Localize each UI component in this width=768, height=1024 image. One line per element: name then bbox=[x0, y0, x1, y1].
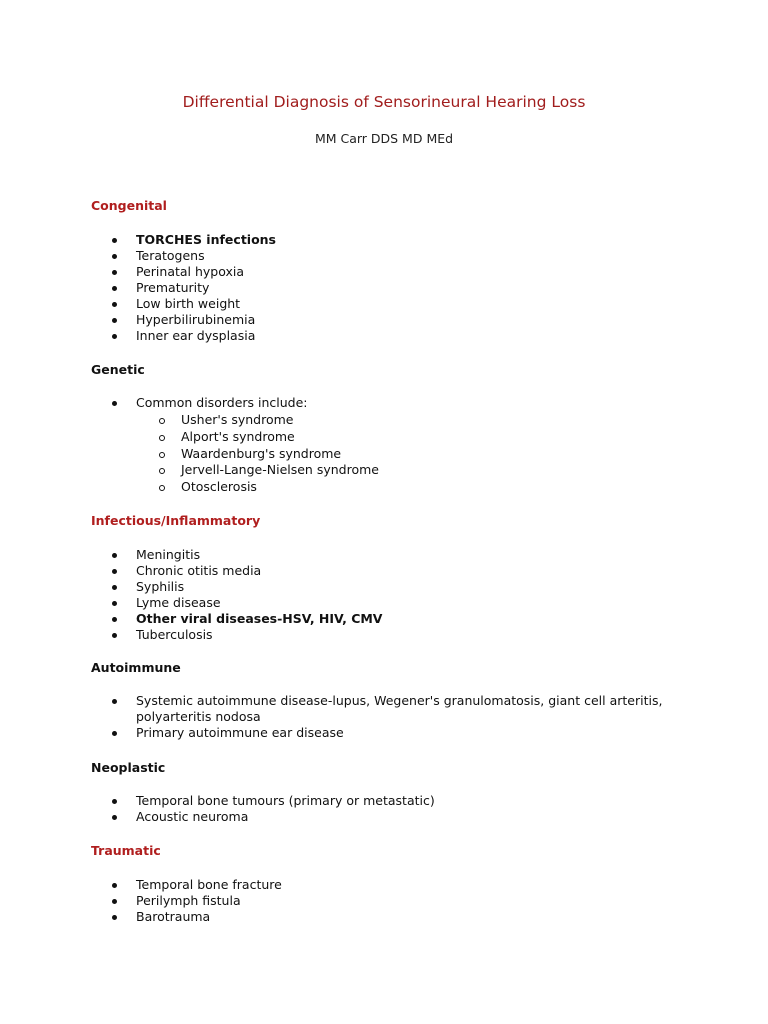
sub-list-item: Waardenburg's syndrome bbox=[136, 446, 696, 463]
section-heading-traumatic: Traumatic bbox=[91, 843, 161, 858]
list-item: Prematurity bbox=[136, 280, 696, 296]
section-heading-congenital: Congenital bbox=[91, 198, 167, 213]
section-heading-autoimmune: Autoimmune bbox=[91, 660, 181, 675]
list-item: Perilymph fistula bbox=[136, 893, 696, 909]
list-item: Other viral diseases-HSV, HIV, CMV bbox=[136, 611, 696, 627]
list-item: Systemic autoimmune disease-lupus, Wegener's granulomatosis, giant cell arteritis, polyarteritis nodosa bbox=[136, 693, 696, 725]
list-genetic bbox=[136, 395, 696, 411]
page-title: Differential Diagnosis of Sensorineural Hearing Loss bbox=[182, 93, 586, 111]
section-heading-neoplastic: Neoplastic bbox=[91, 760, 166, 775]
list-item: Inner ear dysplasia bbox=[136, 328, 696, 344]
sub-list-item: Otosclerosis bbox=[136, 479, 696, 496]
list-item: Lyme disease bbox=[136, 595, 696, 611]
list-item: Low birth weight bbox=[136, 296, 696, 312]
list-traumatic bbox=[136, 877, 696, 925]
list-item: Tuberculosis bbox=[136, 627, 696, 643]
section-heading-infectious: Infectious/Inflammatory bbox=[91, 513, 261, 528]
list-item: Teratogens bbox=[136, 248, 696, 264]
list-item: Temporal bone fracture bbox=[136, 877, 696, 893]
list-autoimmune bbox=[136, 693, 696, 741]
list-item: Hyperbilirubinemia bbox=[136, 312, 696, 328]
list-item: Barotrauma bbox=[136, 909, 696, 925]
sub-list-item: Jervell-Lange-Nielsen syndrome bbox=[136, 462, 696, 479]
list-item: Acoustic neuroma bbox=[136, 809, 696, 825]
sublist-genetic bbox=[136, 412, 696, 496]
list-item: Meningitis bbox=[136, 547, 696, 563]
author-line: MM Carr DDS MD MEd bbox=[314, 131, 454, 146]
list-item: Syphilis bbox=[136, 579, 696, 595]
sub-list-item: Alport's syndrome bbox=[136, 429, 696, 446]
list-item: Temporal bone tumours (primary or metastatic) bbox=[136, 793, 696, 809]
list-infectious bbox=[136, 547, 696, 643]
list-item: Chronic otitis media bbox=[136, 563, 696, 579]
sub-list-item: Usher's syndrome bbox=[136, 412, 696, 429]
list-item: Common disorders include: bbox=[136, 395, 696, 411]
list-item: TORCHES infections bbox=[136, 232, 696, 248]
list-neoplastic bbox=[136, 793, 696, 825]
list-item: Primary autoimmune ear disease bbox=[136, 725, 696, 741]
list-congenital bbox=[136, 232, 696, 344]
section-heading-genetic: Genetic bbox=[91, 362, 145, 377]
list-item: Perinatal hypoxia bbox=[136, 264, 696, 280]
